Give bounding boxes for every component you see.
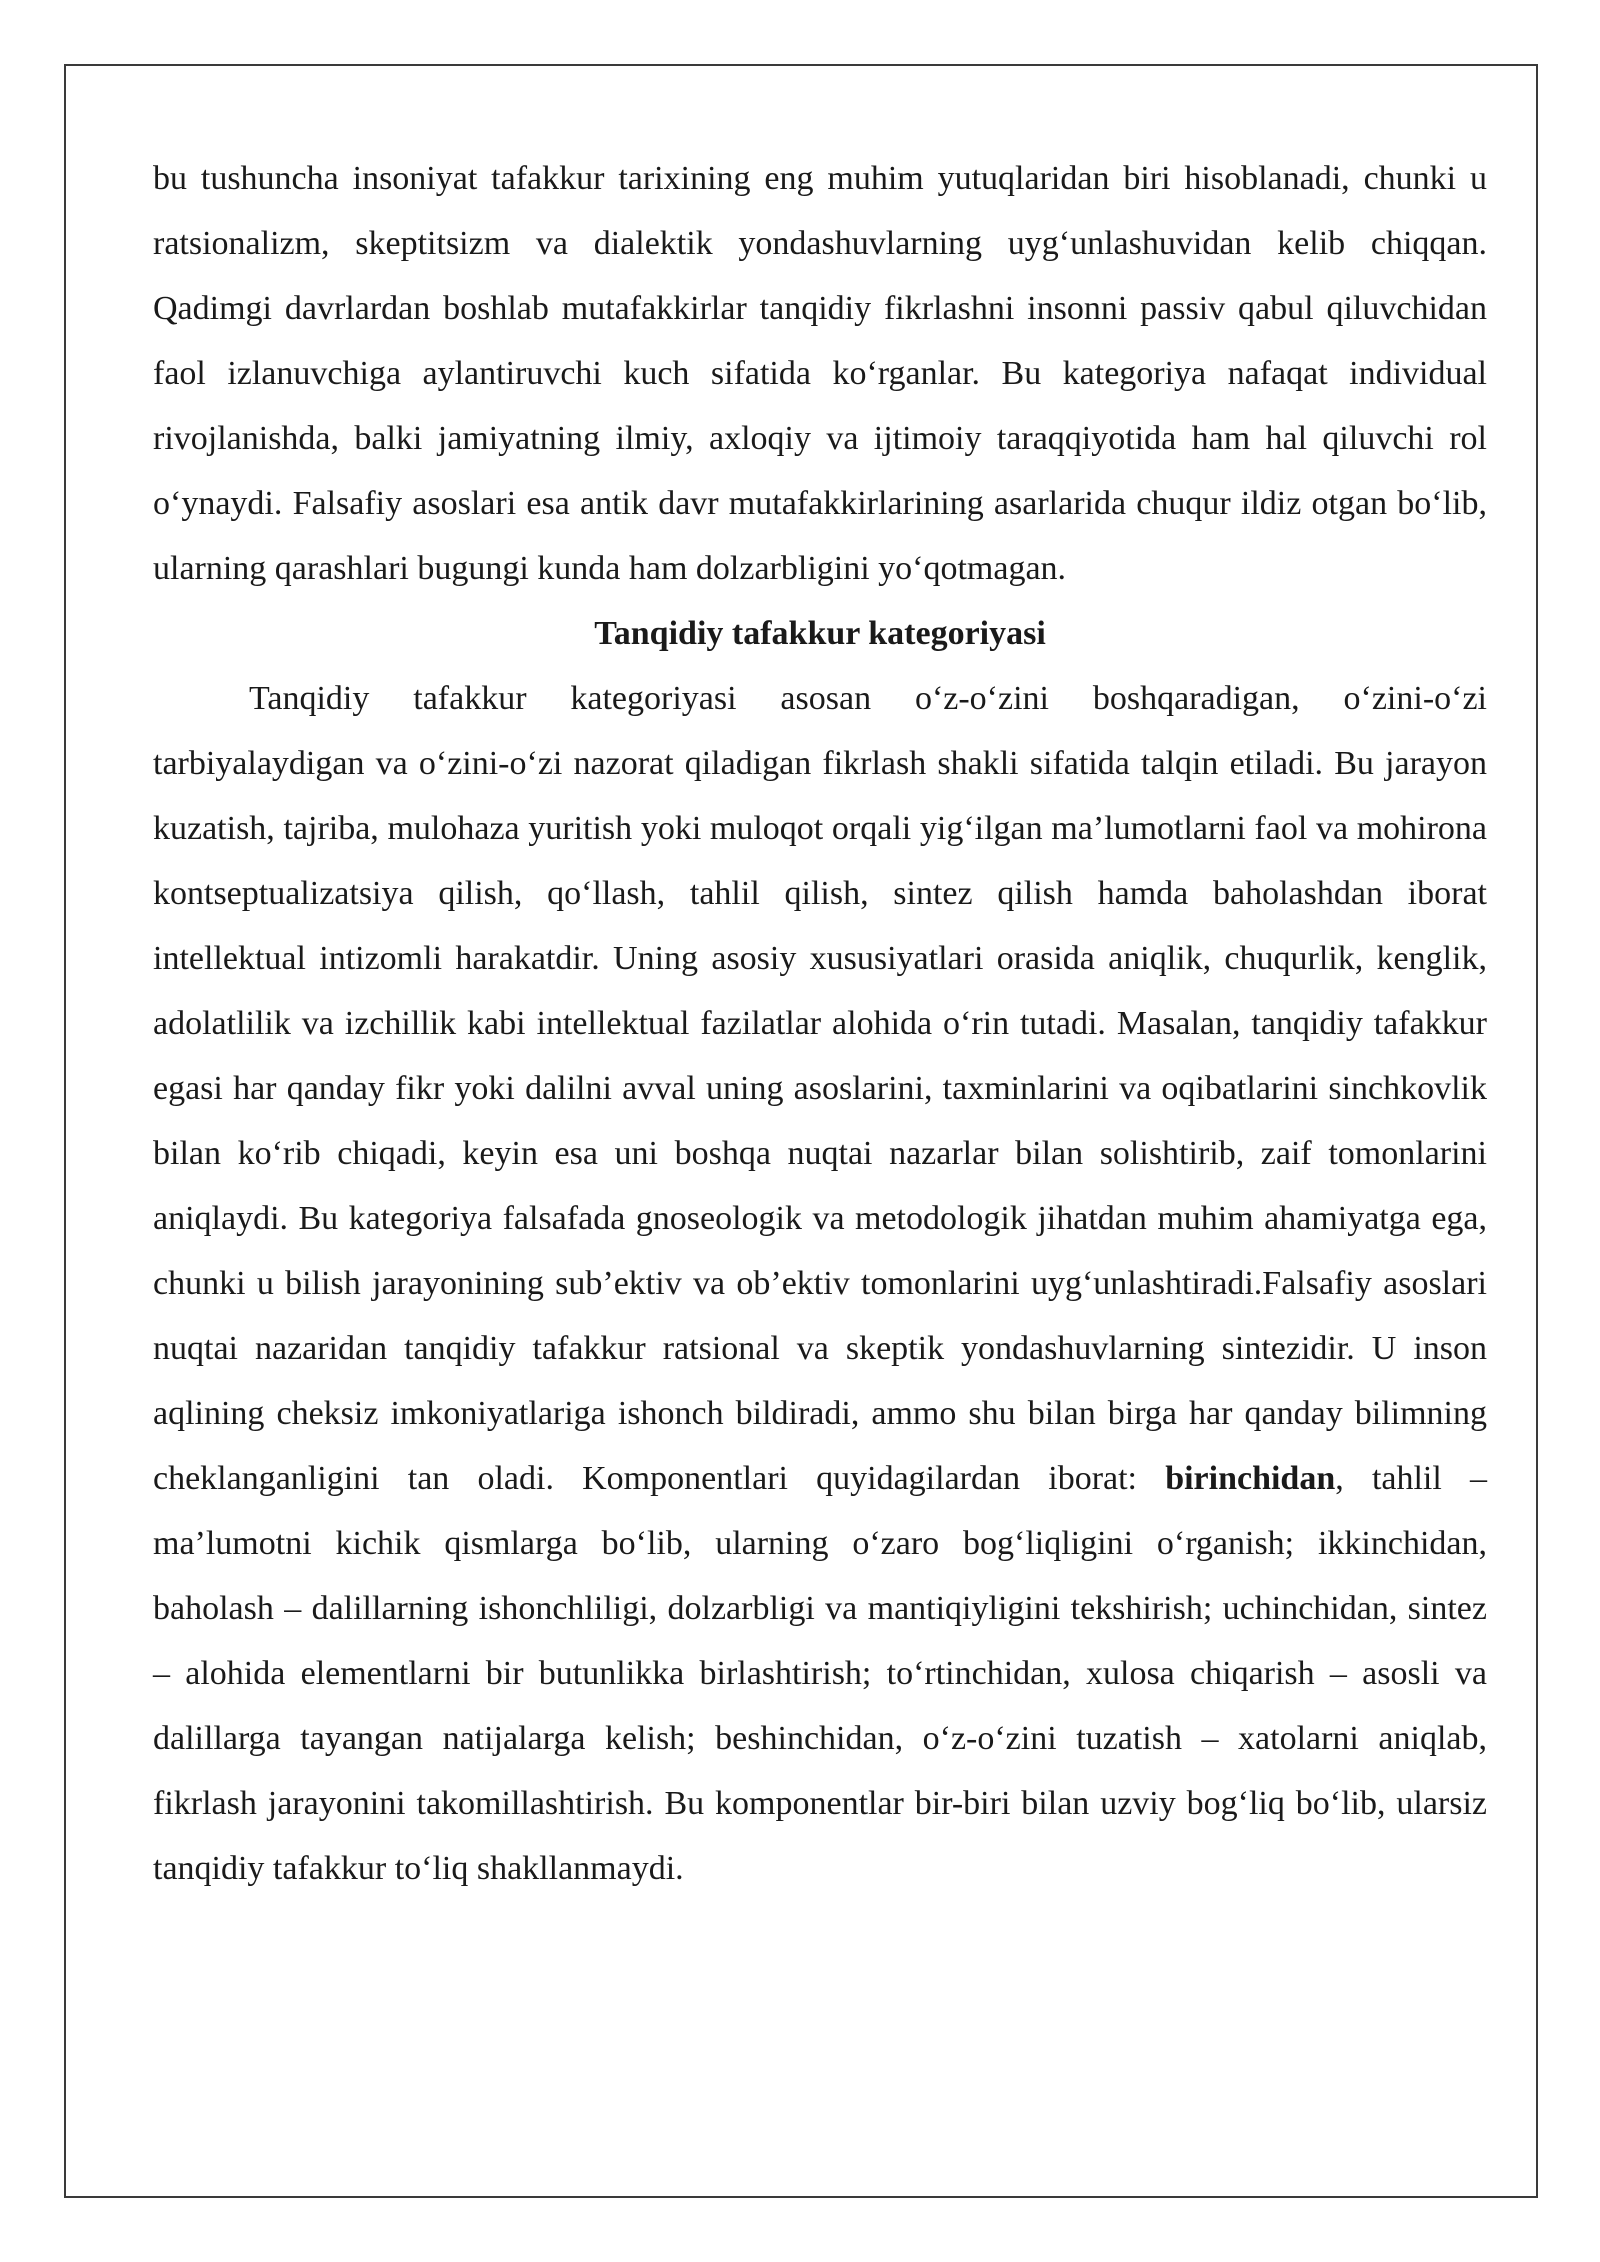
intro-paragraph: bu tushuncha insoniyat tafakkur tarixining eng muhim yutuqlaridan biri hisoblanadi, chunki u ratsionalizm, skeptitsizm va dialektik yondashuvlarning uyg‘unlashuvidan kelib chiqqan. Qadimgi davrlardan boshlab mutafakkirlar tanqidiy fikrlashni insonni passiv qabul qiluvchidan faol izlanuvchiga aylantiruvchi kuch sifatida ko‘rganlar. Bu kategoriya nafaqat individual rivojlanishda, balki jamiyatning ilmiy, axloqiy va ijtimoiy taraqqiyotida ham hal qiluvchi rol o‘ynaydi. Falsafiy asoslari esa antik davr mutafakkirlarining asarlarida chuqur ildiz otgan bo‘lib, ularning qarashlari bugungi kunda ham dolzarbligini yo‘qotmagan. [153, 160, 1487, 587]
main-paragraph [153, 666, 1487, 1901]
main-paragraph-bold-term: birinchidan [1165, 1460, 1336, 1497]
document-body [153, 146, 1487, 1901]
section-heading: Tanqidiy tafakkur kategoriyasi [594, 615, 1046, 652]
main-paragraph-text-start: Tanqidiy tafakkur kategoriyasi asosan o‘z-o‘zini boshqaradigan, o‘zini-o‘zi tarbiyalaydigan va o‘zini-o‘zi nazorat qiladigan fikrlash shakli sifatida talqin etiladi. Bu jarayon kuzatish, tajriba, mulohaza yuritish yoki muloqot orqali yig‘ilgan ma’lumotlarni faol va mohirona kontseptualizatsiya qilish, qo‘llash, tahlil qilish, sintez qilish hamda baholashdan iborat intellektual intizomli harakatdir. Uning asosiy xususiyatlari orasida aniqlik, chuqurlik, kenglik, adolatlilik va izchillik kabi intellektual fazilatlar alohida o‘rin tutadi. Masalan, tanqidiy tafakkur egasi har qanday fikr yoki dalilni avval uning asoslarini, taxminlarini va oqibatlarini sinchkovlik bilan ko‘rib chiqadi, keyin esa uni boshqa nuqtai nazarlar bilan solishtirib, zaif tomonlarini aniqlaydi. Bu kategoriya falsafada gnoseologik va metodologik jihatdan muhim ahamiyatga ega, chunki u bilish jarayonining sub’ektiv va ob’ektiv tomonlarini uyg‘unlashtiradi.Falsafiy asoslari nuqtai nazaridan tanqidiy tafakkur ratsional va skeptik yondashuvlarning sintezidir. U inson aqlining cheksiz imkoniyatlariga ishonch bildiradi, ammo shu bilan birga har qanday bilimning cheklanganligini tan oladi. Komponentlari quyidagilardan iborat: [153, 680, 1487, 1497]
main-paragraph-text-end: , tahlil – ma’lumotni kichik qismlarga bo‘lib, ularning o‘zaro bog‘liqligini o‘rganish; ikkinchidan, baholash – dalillarning ishonchliligi, dolzarbligi va mantiqiyligini tekshirish; uchinchidan, sintez – alohida elementlarni bir butunlikka birlashtirish; to‘rtinchidan, xulosa chiqarish – asosli va dalillarga tayangan natijalarga kelish; beshinchidan, o‘z-o‘zini tuzatish – xatolarni aniqlab, fikrlash jarayonini takomillashtirish. Bu komponentlar bir-biri bilan uzviy bog‘liq bo‘lib, ularsiz tanqidiy tafakkur to‘liq shakllanmaydi. [153, 1460, 1487, 1887]
